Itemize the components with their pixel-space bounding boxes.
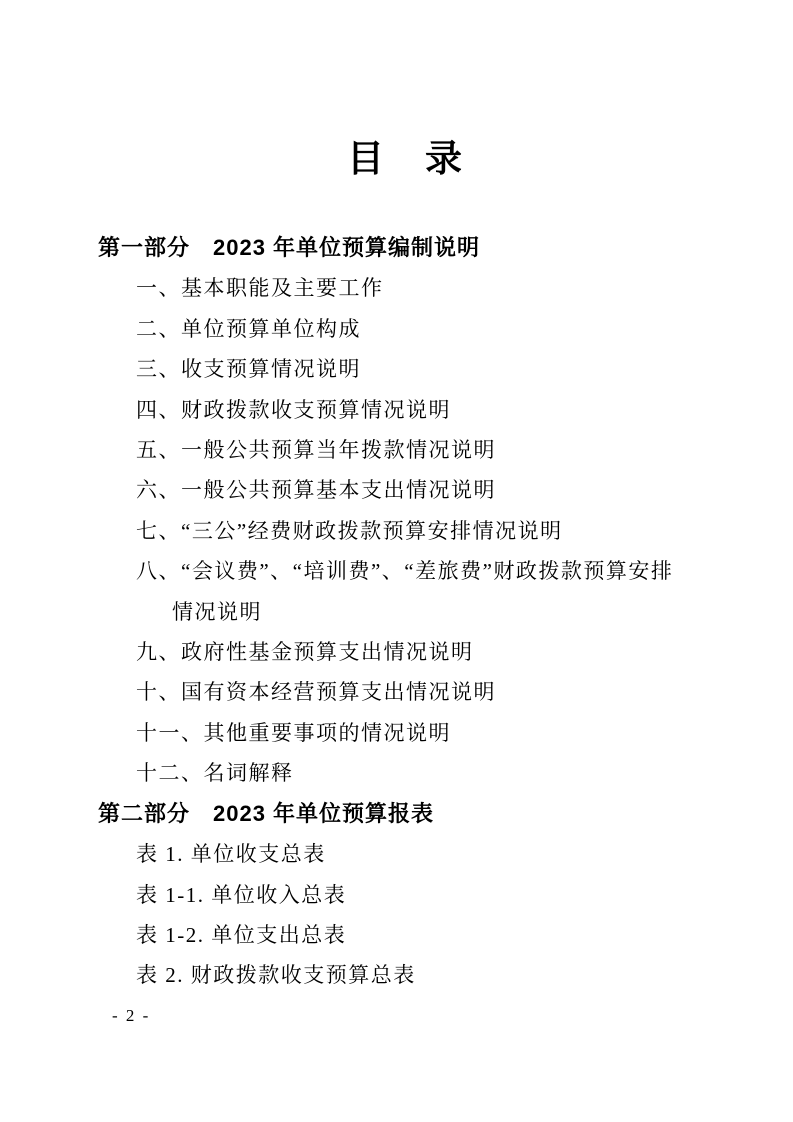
toc-item: 九、政府性基金预算支出情况说明 [136, 640, 474, 665]
toc-item-table: 表 1-2. 单位支出总表 [136, 922, 347, 947]
toc-item: 十二、名词解释 [136, 761, 294, 786]
toc-item: 一、基本职能及主要工作 [136, 276, 384, 301]
page-number: - 2 - [112, 1005, 151, 1025]
section-heading-part1: 第一部分 2023 年单位预算编制说明 [98, 235, 481, 260]
table-of-contents [98, 228, 713, 1036]
page-title: 目 录 [347, 138, 464, 179]
toc-item-table: 表 1-1. 单位收入总表 [136, 882, 347, 907]
toc-item: 十一、其他重要事项的情况说明 [136, 720, 451, 745]
toc-item-table: 表 2. 财政拨款收支预算总表 [136, 963, 416, 988]
toc-item: 八、“会议费”、“培训费”、“差旅费”财政拨款预算安排情况说明 [136, 559, 674, 624]
toc-item: 六、一般公共预算基本支出情况说明 [136, 478, 496, 503]
toc-item: 五、一般公共预算当年拨款情况说明 [136, 438, 496, 463]
toc-item: 七、“三公”经费财政拨款预算安排情况说明 [136, 518, 563, 543]
toc-item: 十、国有资本经营预算支出情况说明 [136, 680, 496, 705]
section-heading-part2: 第二部分 2023 年单位预算报表 [98, 800, 435, 826]
toc-item-table: 表 1. 单位收支总表 [136, 842, 326, 867]
toc-item: 四、财政拨款收支预算情况说明 [136, 397, 451, 422]
toc-item: 三、收支预算情况说明 [136, 357, 361, 382]
toc-item: 二、单位预算单位构成 [136, 316, 361, 341]
